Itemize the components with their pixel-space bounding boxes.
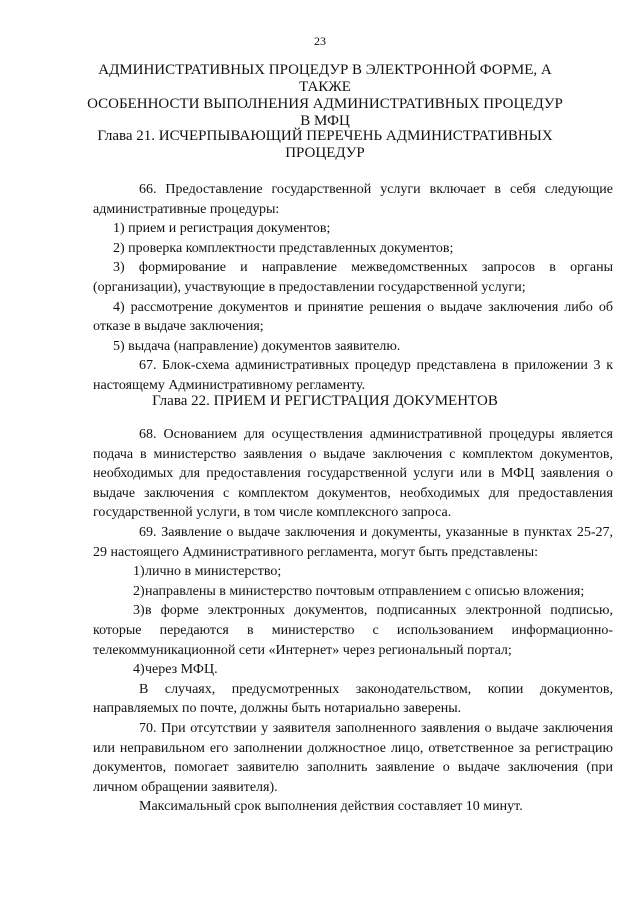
list-item-number: 3) [133, 603, 145, 619]
chapter-22-title: Глава 22. ПРИЕМ И РЕГИСТРАЦИЯ ДОКУМЕНТОВ [152, 393, 498, 409]
list-item: 3) формирование и направление межведомственных запросов в органы (организации), участвующие в предоставлении государственной услуги; [93, 260, 613, 295]
paragraph-66: 66. Предоставление государственной услуги включает в себя следующие административные процедуры: [93, 182, 613, 217]
list-item-number: 2) [133, 583, 145, 599]
paragraph-69: 69. Заявление о выдаче заключения и документы, указанные в пунктах 25-27, 29 настоящего Административного регламента, могут быть представлены: [93, 524, 613, 560]
section-heading-line: АДМИНИСТРАТИВНЫХ ПРОЦЕДУР В ЭЛЕКТРОННОЙ ФОРМЕ, А ТАКЖЕ [98, 62, 552, 95]
section-heading-line: В МФЦ [300, 113, 350, 129]
list-item: 1) прием и регистрация документов; [113, 221, 331, 237]
list-item-number: 1) [133, 564, 145, 580]
paragraph-68: 68. Основанием для осуществления административной процедуры является подача в министерство заявления о выдаче заключения с комплектом документов, необходимых для предоставления государственной услуги или в МФЦ заявления о выдаче заключения с комплектом документов, необходимых для предоставления государственной услуги, в том числе комплексного запроса. [93, 427, 613, 521]
paragraph-max-time: Максимальный срок выполнения действия составляет 10 минут. [139, 799, 523, 815]
paragraph-note: В случаях, предусмотренных законодательством, копии документов, направляемых по почте, должны быть нотариально заверены. [93, 681, 613, 717]
list-item-text: лично в министерство; [145, 564, 282, 580]
chapter-21-title [80, 128, 570, 162]
list-item [93, 582, 613, 602]
list-item: 5) выдача (направление) документов заявителю. [113, 338, 401, 354]
list-item [93, 660, 613, 680]
list-item-text: через МФЦ. [145, 662, 218, 678]
list-item [93, 562, 613, 582]
section-heading-line: ОСОБЕННОСТИ ВЫПОЛНЕНИЯ АДМИНИСТРАТИВНЫХ ПРОЦЕДУР [87, 96, 563, 112]
chapter-title-line: Глава 21. ИСЧЕРПЫВАЮЩИЙ ПЕРЕЧЕНЬ АДМИНИСТРАТИВНЫХ [97, 128, 553, 144]
list-item-text: в форме электронных документов, подписанных электронной подписью, которые передаются в министерство с использованием информационно-телекоммуникационной сети «Интернет» через региональный портал; [93, 603, 613, 658]
chapter-21-body [93, 180, 613, 396]
list-item-number: 4) [133, 662, 145, 678]
paragraph-67: 67. Блок-схема административных процедур представлена в приложении 3 к настоящему Административному регламенту. [93, 358, 613, 393]
list-item [93, 601, 613, 660]
list-item-text: направлены в министерство почтовым отправлением с описью вложения; [145, 583, 585, 599]
paragraph-70: 70. При отсутствии у заявителя заполненного заявления о выдаче заключения или неправильном его заполнении должностное лицо, ответственное за регистрацию документов, помогает заявителю заполнить заявление о выдаче заключения (при личном обращении заявителя). [93, 720, 613, 795]
page-number: 23 [314, 34, 326, 48]
list-item: 4) рассмотрение документов и принятие решения о выдаче заключения либо об отказе в выдаче заключения; [93, 299, 613, 335]
chapter-title-line: ПРОЦЕДУР [285, 145, 365, 161]
section-heading [80, 62, 570, 130]
list-item: 2) проверка комплектности представленных документов; [113, 240, 454, 256]
chapter-22-body [93, 425, 613, 817]
